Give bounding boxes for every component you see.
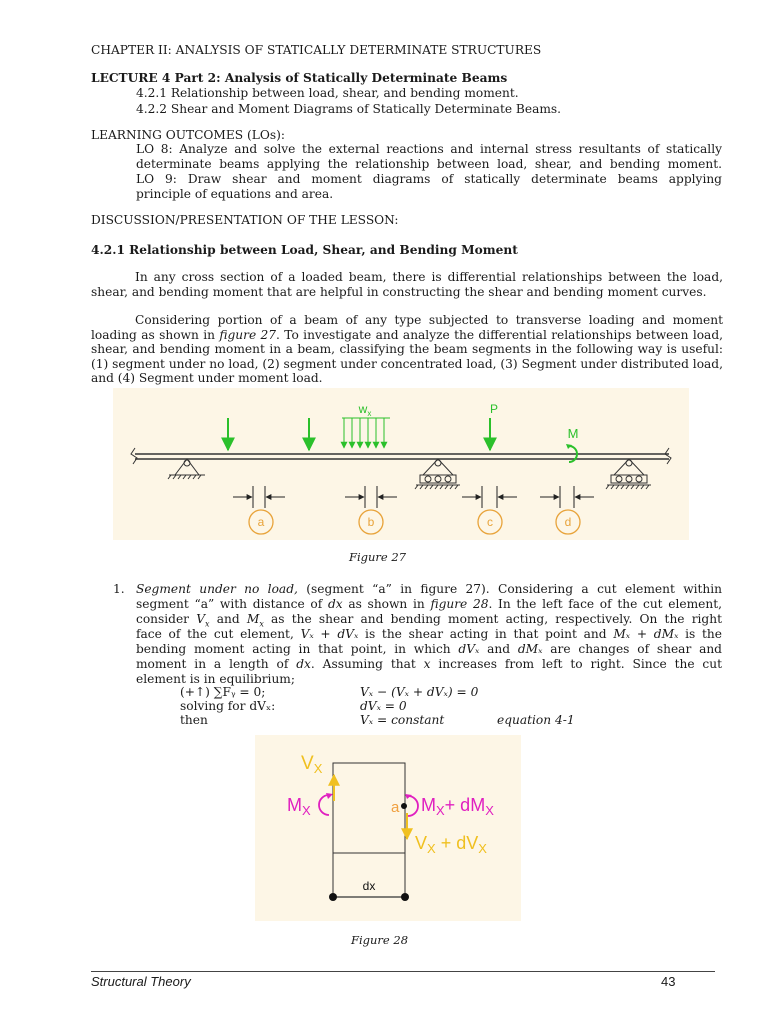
item-1-number: 1. — [113, 582, 125, 596]
roller-support — [606, 459, 651, 489]
equation-tag: equation 4-1 — [497, 713, 575, 727]
footer-divider — [91, 971, 715, 972]
mx-right-label: $M_X+ dM_X$ — [421, 795, 494, 818]
page-number: 43 — [661, 974, 676, 989]
segment-d-marker — [540, 486, 594, 508]
equation-2-label: solving for dVₓ: — [180, 699, 276, 713]
topic-2: 4.2.2 Shear and Moment Diagrams of Statically Determinate Beams. — [136, 102, 562, 116]
lo8-line-2: determinate beams applying the relationship between load, shear, and bending moment. — [136, 157, 722, 171]
equation-2: dVₓ = 0 — [360, 699, 407, 713]
dx-label: dx — [362, 879, 376, 893]
p-label: P — [489, 402, 499, 416]
footer-course: Structural Theory — [91, 974, 191, 989]
figure-27-caption: Figure 27 — [349, 550, 407, 564]
figure-28-caption: Figure 28 — [351, 933, 409, 947]
m-label: M — [567, 426, 579, 441]
vx-label: $V_X$ — [301, 753, 323, 776]
item-1-line-5: bending moment acting in that point, in which dVₓ and dMₓ are changes of shear and — [136, 642, 722, 656]
segment-d-label: d — [564, 515, 572, 529]
item-1-line-3: consider $V_x$ and $M_x$ as the shear and bending moment acting, respectively. On the right — [136, 612, 722, 629]
chapter-title: CHAPTER II: ANALYSIS OF STATICALLY DETERMINATE STRUCTURES — [91, 43, 542, 57]
mx-right-arrow — [408, 796, 418, 816]
item-1-line-1: Segment under no load, (segment “a” in figure 27). Considering a cut element within — [136, 582, 723, 596]
lo9-line-1: LO 9: Draw shear and moment diagrams of statically determinate beams applying — [136, 172, 722, 186]
discussion-heading: DISCUSSION/PRESENTATION OF THE LESSON: — [91, 213, 399, 227]
item-1-line-6: moment in a length of dx. Assuming that x increases from left to right. Since the cut — [136, 657, 722, 671]
figure-27 — [113, 388, 689, 540]
point-a-dot — [401, 803, 407, 809]
equation-1-label: (+↑) ∑Fᵧ = 0; — [180, 685, 266, 699]
item-1-line-4: face of the cut element, Vₓ + dVₓ is the shear acting in that point and Mₓ + dMₓ is the — [136, 627, 722, 641]
paragraph-1: In any cross section of a loaded beam, there is differential relationships between the load, shear, and bending moment that are helpful in constructing the shear and bending moment curves. — [91, 270, 723, 299]
segment-a-label: a — [257, 515, 265, 529]
item-1-line-2: segment “a” with distance of dx as shown in figure 28. In the left face of the cut element, — [136, 597, 722, 611]
equation-3: Vₓ = constant — [360, 713, 445, 727]
segment-c-marker — [462, 486, 517, 508]
item-1-line-7: element is in equilibrium; — [136, 672, 295, 686]
vx-right-label: $V_X + dV_X$ — [415, 833, 487, 856]
mx-left-arrow — [319, 795, 329, 815]
beam-break-right — [665, 448, 671, 464]
pin-support — [168, 459, 205, 479]
segment-a-marker — [233, 486, 285, 508]
segment-b-label: b — [367, 515, 375, 529]
lo9-line-2: principle of equations and area. — [136, 187, 334, 201]
beam-diagram — [113, 388, 689, 540]
segment-c-label: c — [487, 515, 493, 529]
figure-28 — [255, 735, 521, 921]
mx-left-label: $M_X$ — [287, 795, 311, 818]
equation-1: Vₓ − (Vₓ + dVₓ) = 0 — [360, 685, 479, 699]
point-a-label: a — [391, 799, 400, 816]
equation-3-label: then — [180, 713, 208, 727]
segment-b-marker — [345, 486, 397, 508]
beam-break-left — [131, 448, 137, 464]
roller-support — [415, 459, 460, 489]
distributed-load — [342, 418, 390, 448]
topic-1: 4.2.1 Relationship between load, shear, and bending moment. — [136, 86, 519, 100]
paragraph-2: Considering portion of a beam of any type subjected to transverse loading and moment loading as shown in figure 27. To investigate and analyze the differential relationships between load, shear, and bending moment in a beam, classifying the beam segments in the following way is useful: (1) segment under no load, (2) segment under concentrated load, (3) Segment under distributed load, and (4) Segment under moment load. — [91, 313, 723, 386]
section-heading: 4.2.1 Relationship between Load, Shear, and Bending Moment — [91, 243, 518, 257]
cut-element-diagram — [255, 735, 521, 921]
lo8-line-1: LO 8: Analyze and solve the external reactions and internal stress resultants of statically — [136, 142, 722, 156]
outcomes-heading: LEARNING OUTCOMES (LOs): — [91, 128, 285, 142]
lecture-title: LECTURE 4 Part 2: Analysis of Statically Determinate Beams — [91, 71, 508, 85]
wx-label: $w_x$ — [358, 402, 372, 418]
